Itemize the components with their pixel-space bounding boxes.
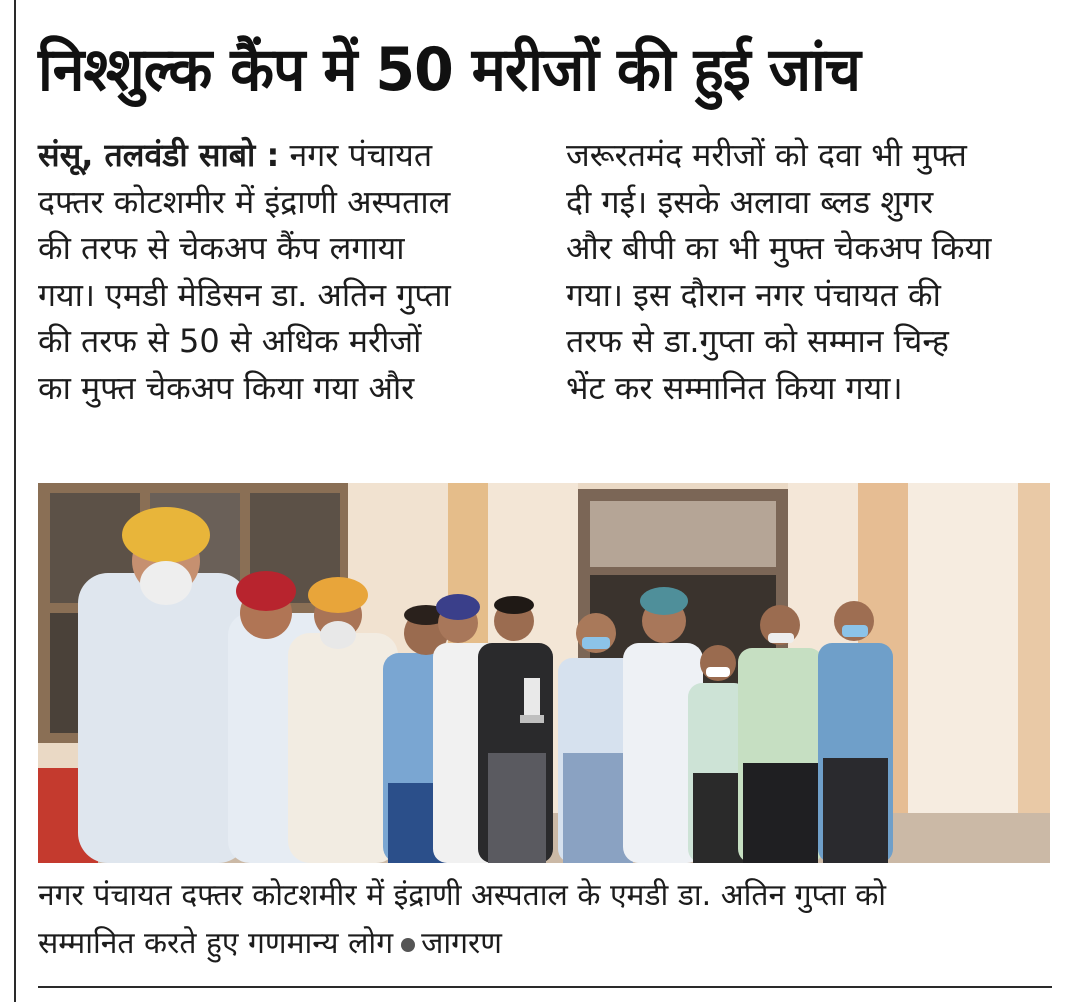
body-line: का मुफ्त चेकअप किया गया और	[38, 368, 415, 407]
photo-caption	[38, 872, 1050, 968]
caption-text: सम्मानित करते हुए गणमान्य लोग	[38, 926, 394, 961]
body-line: दफ्तर कोटशमीर में इंद्राणी अस्पताल	[38, 182, 451, 221]
caption-line	[38, 920, 1050, 968]
body-line: गया। एमडी मेडिसन डा. अतिन गुप्ता	[38, 275, 451, 314]
group-photo-illustration	[38, 483, 1050, 863]
body-line: भेंट कर सम्मानित किया गया।	[566, 368, 903, 407]
dateline: संसू, तलवंडी साबो :	[38, 136, 280, 174]
headline: निश्शुल्क कैंप में 50 मरीजों की हुई जांच	[38, 35, 861, 105]
body-line: गया। इस दौरान नगर पंचायत की	[566, 275, 941, 314]
body-line: जरूरतमंद मरीजों को दवा भी मुफ्त	[566, 136, 967, 174]
body-line	[38, 132, 538, 179]
left-column-rule	[14, 0, 16, 1002]
body-column-right	[566, 132, 1046, 411]
news-photo	[38, 483, 1050, 863]
bottom-rule	[38, 986, 1052, 988]
body-line: और बीपी का भी मुफ्त चेकअप किया	[566, 229, 992, 267]
body-line: की तरफ से चेकअप कैंप लगाया	[38, 229, 405, 267]
body-line: की तरफ से 50 से अधिक मरीजों	[38, 322, 422, 360]
body-line: दी गई। इसके अलावा ब्लड शुगर	[566, 182, 934, 221]
photo-credit: जागरण	[421, 926, 502, 961]
body-text: नगर पंचायत	[289, 136, 433, 174]
body-line: तरफ से डा.गुप्ता को सम्मान चिन्ह	[566, 322, 949, 360]
credit-bullet-icon	[401, 938, 415, 952]
caption-line: नगर पंचायत दफ्तर कोटशमीर में इंद्राणी अस्पताल के एमडी डा. अतिन गुप्ता को	[38, 878, 887, 913]
body-column-left	[38, 132, 538, 411]
